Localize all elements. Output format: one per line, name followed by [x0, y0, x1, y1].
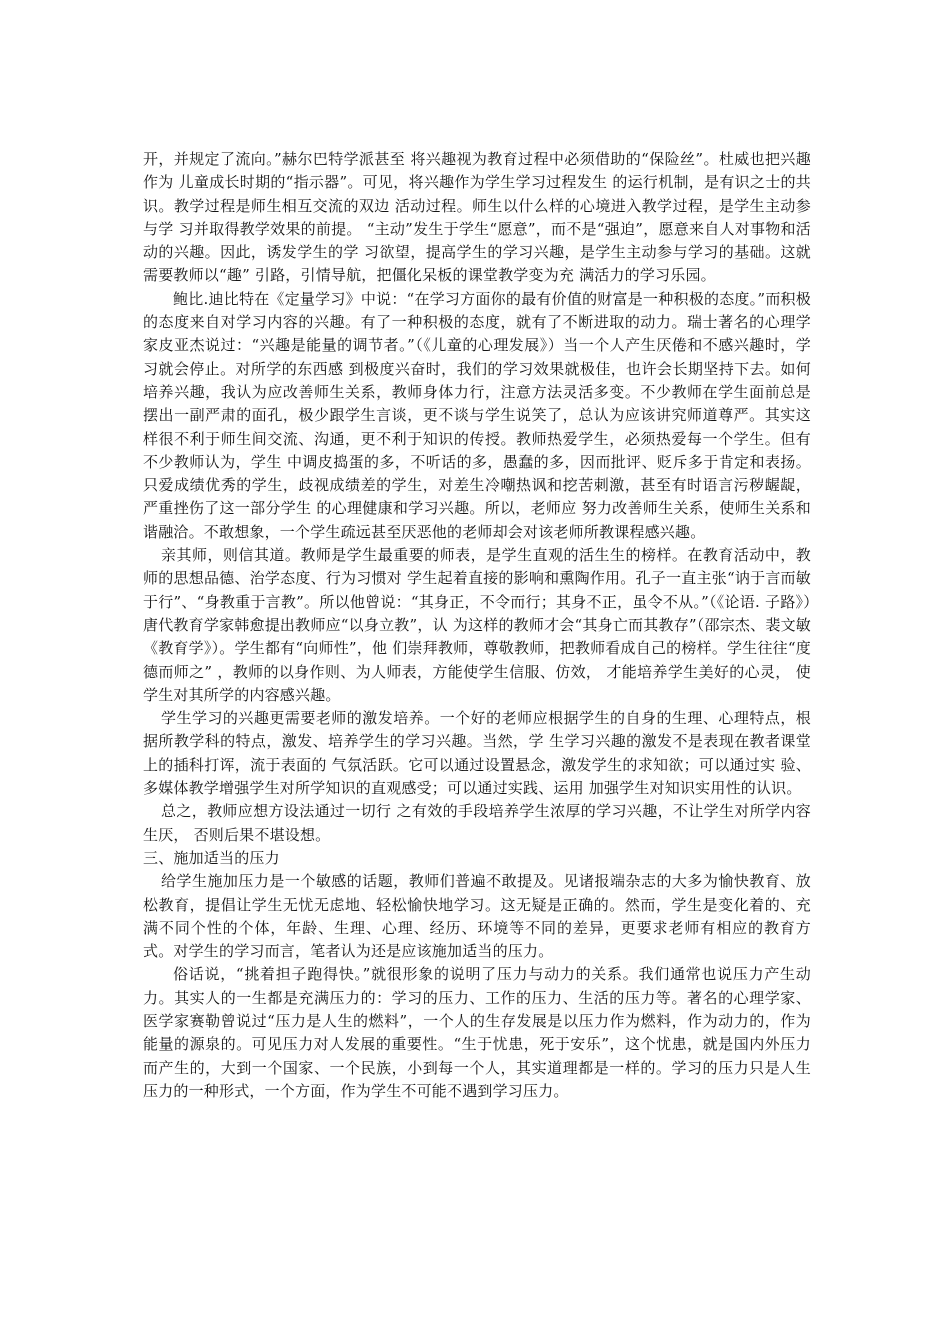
- paragraph-positive-attitude: 鲍比.迪比特在《定量学习》中说：“在学习方面你的最有价值的财富是一种积极的态度。”而积极的态度来自对学习内容的兴趣。有了一种积极的态度，就有了不断进取的动力。瑞士著名的心理学 家皮亚杰说过：“兴趣是能量的调节者。”（《儿童的心理发展》）当一个人产生厌倦和不感兴趣时，学习就会停止。对所学的东西感 到极度兴奋时，我们的学习效果就极佳，也许会长期坚持下去。如何培养兴趣，我认为应改善师生关系，教师身体力行，注意方法灵活多变。不少教师在学生面前总是摆出一副严肃的面孔，极少跟学生言谈，更不谈与学生说笑了，总认为应该讲究师道尊严。其实这样很不利于师生间交流、沟通，更不利于知识的传授。教师热爱学生，必须热爱每一个学生。但有不少教师认为，学生 中调皮捣蛋的多，不听话的多，愚蠢的多，因而批评、贬斥多于肯定和表扬。只爱成绩优秀的学生，歧视成绩差的学生，对差生冷嘲热讽和挖苦刺激，甚至有时语言污秽龌龊，严重挫伤了这一部分学生 的心理健康和学习兴趣。所以，老师应 努力改善师生关系，使师生关系和谐融洽。不敢想象，一个学生疏远甚至厌恶他的老师却会对该老师所教课程感兴趣。: [143, 289, 811, 541]
- paragraph-pressure-motivation: 俗话说，“挑着担子跑得快。”就很形象的说明了压力与动力的关系。我们通常也说压力产生动力。其实人的一生都是充满压力的：学习的压力、工作的压力、生活的压力等。著名的心理学家、医学家赛勒曾说过“压力是人生的燃料”，一个人的生存发展是以压力作为燃料，作为动力的，作为能量的源泉的。可见压力对人发展的重要性。“生于忧患，死于安乐”，这个忧患，就是国内外压力而产生的，大到一个国家、一个民族，小到每一个人，其实道理都是一样的。学习的压力只是人生压力的一种形式，一个方面，作为学生不可能不遇到学习压力。: [143, 965, 811, 1100]
- document-body: [143, 148, 811, 1103]
- paragraph-interest-mechanism: 开，并规定了流向。”赫尔巴特学派甚至 将兴趣视为教育过程中必须借助的“保险丝”。杜威也把兴趣作为 儿童成长时期的“指示器”。可见，将兴趣作为学生学习过程发生 的运行机制，是有识之士的共识。教学过程是师生相互交流的双边 活动过程。师生以什么样的心境进入教学过程，是学生主动参与学 习并取得教学效果的前提。 “主动”发生于学生“愿意”，而不是“强迫”，愿意来自人对事物和活动的兴趣。因此，诱发学生的学 习欲望，提高学生的学习兴趣，是学生主动参与学习的基础。这就 需要教师以“趣” 引路，引情导航，把僵化呆板的课堂教学变为充 满活力的学习乐园。: [143, 150, 811, 285]
- paragraph-teacher-role-model: 亲其师，则信其道。教师是学生最重要的师表，是学生直观的活生生的榜样。在教育活动中，教师的思想品德、治学态度、行为习惯对 学生起着直接的影响和熏陶作用。孔子一直主张“讷于言而敏于行”、“身教重于言教”。所以他曾说：“其身正，不令而行；其身不正，虽令不从。”（《论语. 子路》）唐代教育学家韩愈提出教师应“以身立教”，认 为这样的教师才会“其身亡而其教存”（邵宗杰、裴文敏《教育学》）。学生都有“向师性”，他 们崇拜教师，尊敬教师，把教师看成自己的榜样。学生往往“度德而师之” ，教师的以身作则、为人师表，方能使学生信服、仿效， 才能培养学生美好的心灵， 使学生对其所学的内容感兴趣。: [143, 546, 811, 704]
- paragraph-pressure-intro: 给学生施加压力是一个敏感的话题，教师们普遍不敢提及。见诸报端杂志的大多为愉快教育、放松教育，提倡让学生无忧无虑地、轻松愉快地学习。这无疑是正确的。然而，学生是变化着的、充满不同个性的个体，年龄、生理、心理、经历、环境等不同的差异，更要求老师有相应的教育方式。对学生的学习而言，笔者认为还是应该施加适当的压力。: [143, 872, 811, 961]
- section-heading-pressure: 三、施加适当的压力: [143, 848, 280, 867]
- paragraph-stimulate-interest: 学生学习的兴趣更需要老师的激发培养。一个好的老师应根据学生的自身的生理、心理特点，根据所教学科的特点，激发、培养学生的学习兴趣。当然，学 生学习兴趣的激发不是表现在教者课堂上的插科打诨，流于表面的 气氛活跃。它可以通过设置悬念，激发学生的求知欲；可以通过实 验、多媒体教学增强学生对所学知识的直观感受；可以通过实践、运用 加强学生对知识实用性的认识。: [143, 709, 811, 798]
- paragraph-summary: 总之，教师应想方设法通过一切行 之有效的手段培养学生浓厚的学习兴趣，不让学生对所学内容生厌， 否则后果不堪设想。: [143, 802, 811, 844]
